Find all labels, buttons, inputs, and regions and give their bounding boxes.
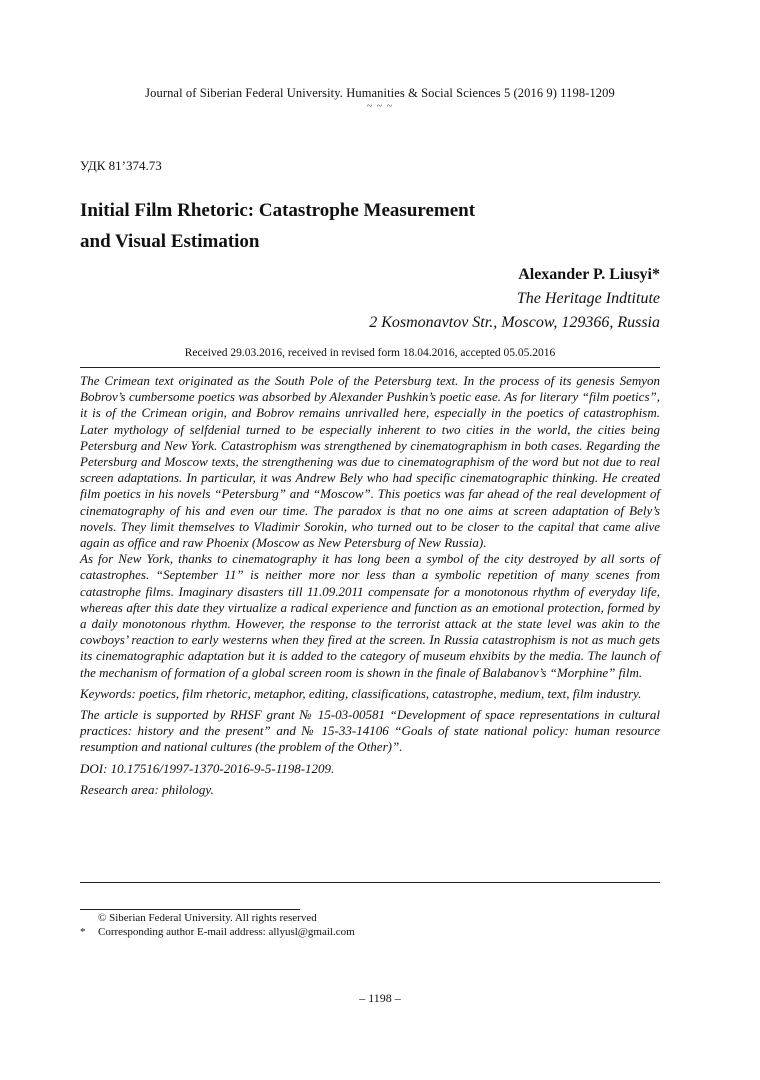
article-title bbox=[80, 195, 680, 257]
udc-code: УДК 81’374.73 bbox=[80, 158, 162, 173]
author-block bbox=[369, 263, 660, 335]
abstract-paragraph-2: As for New York, thanks to cinematography it has long been a symbol of the city destroyed by all sorts of catastrophes. “September 11” is neither more nor less than a symbolic repetition of many scenes from catastrophe films. Imaginary disasters till 11.09.2011 compensate for a monotonous rhythm of everyday life, whereas after this date they virtualize a radical experience and function as an emotional protection, formed by a daily monotonous rhythm. However, the response to the terrorist attack at the state level was akin to the cowboys’ reaction to early westerns when they fired at the screen. In Russia catastrophism is not as much gets its cinematographic adaptation but it is added to the category of museum ehxibits by the media. The launch of the mechanism of formation of a global screen room is shown in the finale of Balabanov’s “Morphine” film. bbox=[80, 551, 660, 680]
research-area: Research area: philology. bbox=[80, 781, 214, 797]
journal-header: Journal of Siberian Federal University. Humanities & Social Sciences 5 (2016 9) 1198-1209 bbox=[145, 86, 615, 100]
abstract-bottom-rule bbox=[80, 882, 660, 883]
keywords: Keywords: poetics, film rhetoric, metaphor, editing, classifications, catastrophe, medium, text, film industry. bbox=[80, 685, 642, 701]
corresponding-email-text: Corresponding author E-mail address: allyusl@gmail.com bbox=[98, 926, 355, 938]
header-ornament: ~ ~ ~ bbox=[366, 101, 394, 112]
title-line-1: Initial Film Rhetoric: Catastrophe Measurement bbox=[80, 200, 476, 221]
received-dates: Received 29.03.2016, received in revised form 18.04.2016, accepted 05.05.2016 bbox=[184, 347, 556, 359]
author-name: Alexander P. Liusyi* bbox=[518, 266, 660, 283]
footnote-copyright bbox=[80, 912, 317, 924]
author-institute: The Heritage Indtitute bbox=[516, 290, 660, 307]
abstract-top-rule bbox=[80, 367, 660, 368]
abstract-paragraph-1: The Crimean text originated as the South Pole of the Petersburg text. In the process of its genesis Semyon Bobrov’s cumbersome poetics was absorbed by Alexander Pushkin’s poetic ease. As for literary “film poetics”, it is of the Crimean origin, and Bobrov remains unrivalled here, especially in the poetics of catastrophism. Later mythology of selfdenial turned to be especially inherent to two cities in the world, the cities being Petersburg and New York. Catastrophism was strengthened by cinematographism in both cases. Regarding the Petersburg and Moscow texts, the strengthening was due to cinematographism of the word but not due to real screen adaptations. In particular, it was Andrew Bely who had specific cinematographic thinking. He created film poetics in his novels “Petersburg” and “Moscow”. This poetics was far ahead of the real development of cinematography of his and even our time. The paradox is that no one aims at screen adaptation of Bely’s novels. They limit themselves to Vladimir Sorokin, who turned out to be closer to the capital that came alive again as office and raw Phoenix (Moscow as New Petersburg of New Russia). bbox=[80, 373, 660, 551]
page-number: – 1198 – bbox=[359, 991, 401, 1005]
asterisk-mark: * bbox=[80, 926, 86, 938]
footnote-corresponding bbox=[80, 926, 355, 938]
abstract-block bbox=[80, 373, 660, 798]
footnote-rule bbox=[80, 909, 300, 910]
copyright-text: © Siberian Federal University. All rights reserved bbox=[98, 912, 317, 924]
grant-note: The article is supported by RHSF grant № 15-03-00581 “Development of space representations in cultural practices: history and the present” and № 15-33-14106 “Goals of state national policy: human resource resumption and national cultures (the problem of the Other)”. bbox=[80, 707, 660, 755]
author-address: 2 Kosmonavtov Str., Moscow, 129366, Russia bbox=[369, 314, 660, 331]
title-line-2: and Visual Estimation bbox=[80, 231, 260, 252]
doi: DOI: 10.17516/1997-1370-2016-9-5-1198-1209. bbox=[80, 760, 335, 776]
